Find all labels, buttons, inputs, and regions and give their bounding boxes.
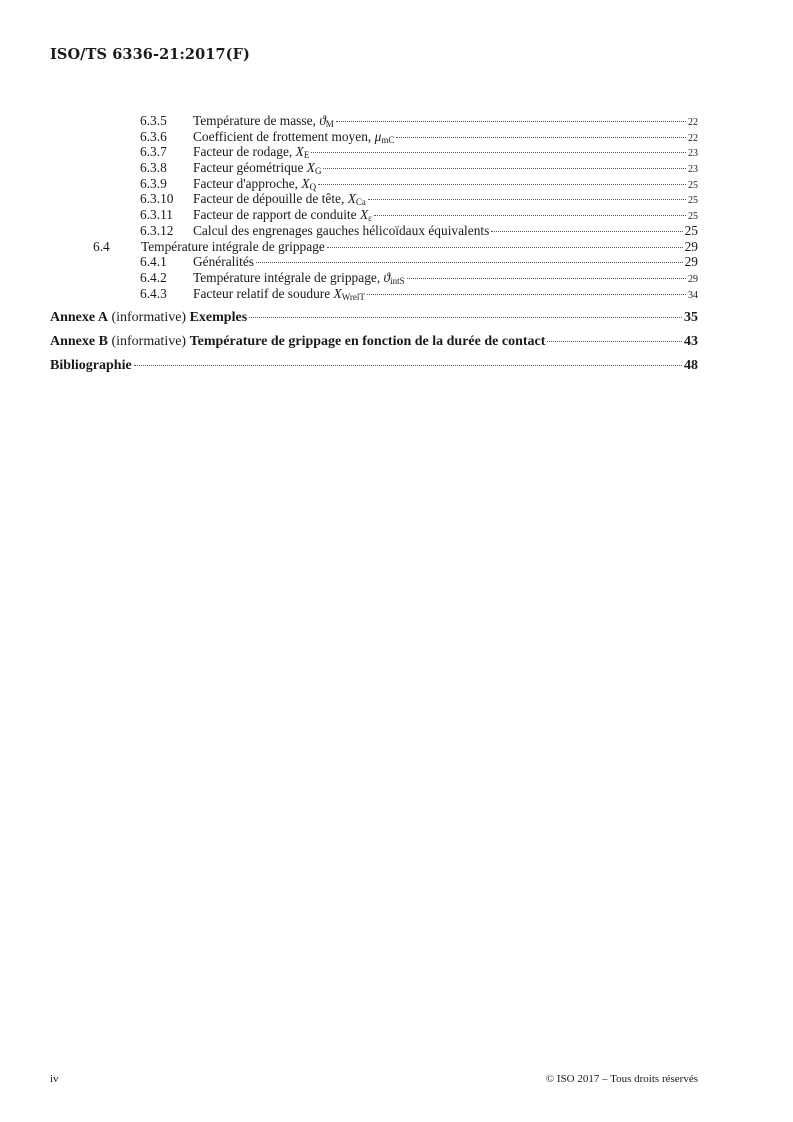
toc-entry-title: Température de masse, $ϑ_M$ xyxy=(193,113,334,129)
toc-leader-dots xyxy=(134,365,682,366)
toc-leader-dots xyxy=(327,247,683,248)
toc-entry-page: 29 xyxy=(684,254,698,270)
toc-leader-dots xyxy=(336,121,686,122)
toc-entry-number: 6.3.9 xyxy=(140,175,167,191)
toc-entry-number: 6.4.3 xyxy=(140,285,167,301)
toc-leader-dots xyxy=(323,168,686,169)
toc-entry-6-4[interactable] xyxy=(50,239,698,255)
toc-entry-title: Bibliographie xyxy=(50,358,132,374)
toc-leader-dots xyxy=(491,231,682,232)
toc-entry-6-3-11[interactable] xyxy=(50,207,698,223)
toc-entry-page: 29 xyxy=(684,238,698,254)
toc-entry-title: Température intégrale de grippage xyxy=(141,238,325,254)
toc-leader-dots xyxy=(318,184,686,185)
toc-entry-page: 43 xyxy=(684,334,698,350)
toc-entry-page: 23 xyxy=(688,148,698,160)
toc-entry-number: 6.4.1 xyxy=(140,254,167,270)
toc-entry-title: Facteur de dépouille de tête, $X_{Ca}$ xyxy=(193,191,366,208)
toc-entry-number: 6.3.6 xyxy=(140,128,167,144)
toc-entry-annex-b[interactable] xyxy=(50,333,698,350)
toc-entry-number: 6.3.5 xyxy=(140,113,167,128)
toc-leader-dots xyxy=(368,199,686,200)
toc-entry-page: 34 xyxy=(688,289,698,301)
toc-entry-page: 22 xyxy=(688,132,698,144)
toc-entry-title: Annexe A (informative) Exemples xyxy=(50,310,248,326)
toc-entry-title: Température intégrale de grippage, $ϑ_{intS}$ xyxy=(193,269,405,286)
toc-entry-page: 22 xyxy=(688,117,698,128)
toc-leader-dots xyxy=(256,262,683,263)
toc-entry-title: Facteur de rodage, $X_E$ xyxy=(193,144,310,161)
toc-leader-dots xyxy=(396,137,686,138)
toc-entry-6-3-5[interactable] xyxy=(50,113,698,129)
toc-entry-number: 6.3.8 xyxy=(140,160,167,176)
toc-entry-6-3-6[interactable] xyxy=(50,129,698,145)
toc-entry-6-3-9[interactable] xyxy=(50,176,698,192)
toc-entry-6-3-10[interactable] xyxy=(50,191,698,207)
toc-entry-6-3-12[interactable] xyxy=(50,223,698,239)
toc-leader-dots xyxy=(547,341,682,342)
toc-entry-title: Annexe B (informative) Température de grippage en fonction de la durée de contact xyxy=(50,334,546,350)
toc-leader-dots xyxy=(311,152,686,153)
toc-entry-title: Calcul des engrenages gauches hélicoïdaux équivalents xyxy=(193,222,490,238)
toc-entry-page: 29 xyxy=(688,273,698,285)
toc-entry-title: Facteur d'approche, $X_Q$ xyxy=(193,175,317,192)
toc-entry-title: Facteur relatif de soudure $X_{WrelT}$ xyxy=(193,285,365,302)
toc-entry-6-4-3[interactable] xyxy=(50,286,698,302)
toc-entry-bibliography[interactable] xyxy=(50,357,698,374)
toc-entry-annex-a[interactable] xyxy=(50,309,698,326)
toc-leader-dots xyxy=(367,294,686,295)
toc-entry-title: Généralités xyxy=(193,254,254,270)
toc-entry-page: 48 xyxy=(684,358,698,374)
toc-entry-number: 6.3.11 xyxy=(140,207,173,223)
toc-entry-title: Coefficient de frottement moyen, $\mu_{mC}$ xyxy=(193,128,395,145)
footer-page-number: iv xyxy=(50,1073,59,1085)
toc-entry-title: Facteur géométrique $X_G$ xyxy=(193,160,322,177)
toc-leader-dots xyxy=(374,215,686,216)
toc-entry-6-4-2[interactable] xyxy=(50,270,698,286)
toc-entry-page: 35 xyxy=(684,310,698,326)
toc-entry-number: 6.4.2 xyxy=(140,269,167,285)
table-of-contents xyxy=(50,113,698,374)
toc-entry-page: 25 xyxy=(684,222,698,238)
toc-entry-number: 6.3.12 xyxy=(140,222,174,238)
toc-entry-title: Facteur de rapport de conduite $X_\varepsilon$ xyxy=(193,207,372,224)
toc-entry-number: 6.3.10 xyxy=(140,191,174,207)
toc-entry-6-3-8[interactable] xyxy=(50,160,698,176)
toc-entry-page: 25 xyxy=(688,179,698,191)
footer-copyright: © ISO 2017 – Tous droits réservés xyxy=(545,1073,698,1085)
toc-entry-6-4-1[interactable] xyxy=(50,254,698,270)
toc-entry-page: 25 xyxy=(688,195,698,207)
toc-leader-dots xyxy=(249,317,682,318)
toc-entry-6-3-7[interactable] xyxy=(50,144,698,160)
toc-entry-page: 23 xyxy=(688,164,698,176)
toc-entry-number: 6.3.7 xyxy=(140,144,167,160)
toc-leader-dots xyxy=(407,278,686,279)
toc-entry-page: 25 xyxy=(688,211,698,223)
document-id-header: ISO/TS 6336-21:2017(F) xyxy=(50,46,250,63)
toc-entry-number: 6.4 xyxy=(93,238,110,254)
